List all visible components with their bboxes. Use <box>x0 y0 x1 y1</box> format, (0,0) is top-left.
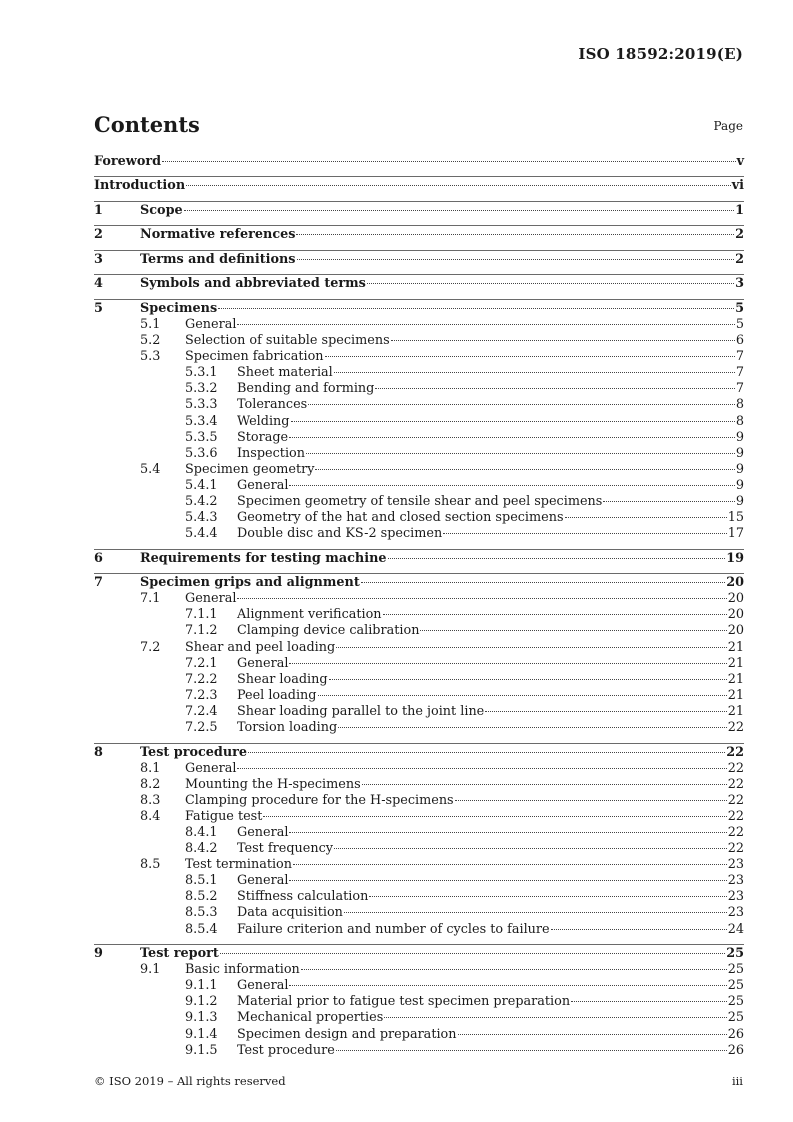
toc-dot-leader <box>362 784 727 785</box>
toc-dot-leader <box>237 324 734 325</box>
toc-entry-page: 25 <box>727 1010 744 1026</box>
toc-entry-page: 8 <box>735 413 744 429</box>
toc-entry[interactable] <box>94 1010 744 1026</box>
toc-entry-number: 3 <box>94 251 103 267</box>
toc-dot-leader <box>458 1034 727 1035</box>
toc-entry[interactable] <box>94 777 744 793</box>
toc-dot-leader <box>603 501 735 502</box>
toc-entry-title: Requirements for testing machine <box>140 550 387 566</box>
toc-entry[interactable] <box>94 873 744 889</box>
toc-entry-page: 21 <box>727 703 744 719</box>
toc-entry-page: 26 <box>727 1042 744 1058</box>
toc-entry-number: 2 <box>94 227 103 243</box>
toc-entry-title: Symbols and abbreviated terms <box>140 276 366 292</box>
toc-entry-page: 9 <box>735 461 744 477</box>
toc-entry-title: Test report <box>140 946 219 962</box>
toc-entry-page: 17 <box>727 526 744 542</box>
toc-entry[interactable] <box>94 349 744 365</box>
toc-entry-title: Shear and peel loading <box>185 639 336 655</box>
toc-entry-title: General <box>237 978 289 994</box>
toc-entry-number: 8 <box>94 744 103 760</box>
toc-entry[interactable] <box>94 720 744 736</box>
toc-entry-page: 22 <box>727 776 744 792</box>
toc-entry-number: 8.4 <box>140 808 161 824</box>
toc-entry-page: vi <box>731 178 744 194</box>
toc-entry[interactable] <box>94 607 744 623</box>
toc-entry-number: 5.3.1 <box>185 365 218 381</box>
toc-entry-title: Test procedure <box>237 1042 335 1058</box>
toc-entry-page: 20 <box>726 575 744 591</box>
toc-entry-title: Fatigue test <box>185 808 263 824</box>
toc-dot-leader <box>291 421 735 422</box>
toc-dot-leader <box>306 453 735 454</box>
toc-entry-number: 4 <box>94 276 103 292</box>
toc-dot-leader <box>384 1017 726 1018</box>
footer-copyright: © ISO 2019 – All rights reserved <box>94 1074 286 1088</box>
toc-dot-leader <box>184 210 734 211</box>
toc-entry-title: Normative references <box>140 227 296 243</box>
toc-entry-title: Specimen geometry <box>185 461 315 477</box>
toc-dot-leader <box>318 695 727 696</box>
toc-entry-title: Torsion loading <box>237 720 338 736</box>
toc-dot-leader <box>220 953 725 954</box>
toc-entry-number: 9.1.5 <box>185 1042 218 1058</box>
toc-entry-title: Double disc and KS-2 specimen <box>237 526 443 542</box>
toc-dot-leader <box>263 816 726 817</box>
toc-entry-page: 21 <box>727 655 744 671</box>
toc-entry-page: 22 <box>727 808 744 824</box>
toc-entry-number: 5.4.1 <box>185 477 218 493</box>
toc-entry-title: Failure criterion and number of cycles to failure <box>237 921 550 937</box>
toc-entry-page: 15 <box>727 510 744 526</box>
toc-entry[interactable] <box>94 478 744 494</box>
toc-entry-number: 9.1 <box>140 962 161 978</box>
toc-entry-page: 19 <box>726 550 744 566</box>
toc-dot-leader <box>301 969 727 970</box>
toc-entry[interactable] <box>94 333 744 349</box>
toc-entry-title: Data acquisition <box>237 905 343 921</box>
toc-entry-title: Terms and definitions <box>140 251 296 267</box>
toc-entry[interactable] <box>94 672 744 688</box>
toc-entry[interactable] <box>94 225 744 243</box>
toc-entry[interactable] <box>94 905 744 921</box>
toc-entry[interactable] <box>94 250 744 268</box>
toc-entry-number: 8.2 <box>140 776 161 792</box>
toc-entry-title: Welding <box>237 413 290 429</box>
toc-entry-number: 7.2.2 <box>185 671 218 687</box>
toc-entry-title: General <box>237 655 289 671</box>
toc-entry-page: 21 <box>727 639 744 655</box>
toc-entry-number: 7.1.1 <box>185 607 218 623</box>
toc-dot-leader <box>388 558 726 559</box>
toc-dot-leader <box>296 234 734 235</box>
toc-entry-page: 7 <box>735 381 744 397</box>
toc-entry-title: General <box>185 317 237 332</box>
toc-entry-number: 7.2.5 <box>185 720 218 736</box>
toc-entry-page: 23 <box>727 905 744 921</box>
toc-entry-number: 5.4.4 <box>185 526 218 542</box>
toc-dot-leader <box>315 469 734 470</box>
toc-dot-leader <box>325 356 735 357</box>
toc-entry[interactable] <box>94 944 744 962</box>
table-of-contents <box>94 154 744 1059</box>
toc-entry-title: Selection of suitable specimens <box>185 333 390 349</box>
toc-entry-page: 9 <box>735 445 744 461</box>
toc-entry-title: General <box>237 873 289 889</box>
toc-entry[interactable] <box>94 446 744 462</box>
toc-dot-leader <box>289 985 726 986</box>
toc-entry-title: Clamping device calibration <box>237 623 420 639</box>
toc-entry-number: 8.5.2 <box>185 889 218 905</box>
toc-dot-leader <box>329 679 727 680</box>
toc-dot-leader <box>336 647 727 648</box>
toc-entry-number: 5.4 <box>140 461 161 477</box>
toc-entry[interactable] <box>94 176 744 194</box>
toc-entry-title: Specimens <box>140 300 218 316</box>
toc-dot-leader <box>375 388 734 389</box>
toc-dot-leader <box>162 161 736 162</box>
toc-entry-page: 21 <box>727 687 744 703</box>
toc-entry-number: 8.5.3 <box>185 905 218 921</box>
toc-dot-leader <box>237 598 726 599</box>
toc-dot-leader <box>297 259 735 260</box>
toc-entry-title: Basic information <box>185 962 300 978</box>
toc-entry[interactable] <box>94 793 744 809</box>
toc-entry-number: 7 <box>94 575 103 591</box>
toc-entry-title: Shear loading parallel to the joint line <box>237 703 485 719</box>
toc-entry[interactable] <box>94 825 744 841</box>
toc-entry-title: Inspection <box>237 445 305 461</box>
toc-entry-page: 20 <box>727 623 744 639</box>
toc-entry-page: 8 <box>735 397 744 413</box>
toc-entry[interactable] <box>94 526 744 542</box>
toc-entry-title: Test procedure <box>140 744 248 760</box>
page-column-label: Page <box>713 119 743 133</box>
header-document-id: ISO 18592:2019(E) <box>578 45 743 63</box>
toc-entry[interactable] <box>94 430 744 446</box>
toc-dot-leader <box>237 768 726 769</box>
toc-entry-title: General <box>237 477 289 493</box>
toc-entry-page: 6 <box>735 333 744 349</box>
toc-entry[interactable] <box>94 688 744 704</box>
toc-entry-number: 9.1.3 <box>185 1010 218 1026</box>
toc-entry[interactable] <box>94 743 744 761</box>
toc-entry-number: 8.5.1 <box>185 873 218 889</box>
toc-entry-page: 22 <box>727 792 744 808</box>
toc-entry[interactable] <box>94 591 744 607</box>
toc-entry-page: 3 <box>735 276 744 292</box>
toc-entry-number: 5.4.3 <box>185 510 218 526</box>
toc-dot-leader <box>551 929 727 930</box>
toc-dot-leader <box>334 372 735 373</box>
toc-entry[interactable] <box>94 1043 744 1059</box>
toc-entry-title: Material prior to fatigue test specimen preparation <box>237 994 571 1010</box>
toc-entry[interactable] <box>94 573 744 591</box>
toc-entry-title: Sheet material <box>237 365 333 381</box>
toc-entry-title: Test frequency <box>237 841 333 857</box>
toc-dot-leader <box>289 832 726 833</box>
toc-dot-leader <box>248 752 725 753</box>
toc-entry-title: Shear loading <box>237 671 328 687</box>
toc-dot-leader <box>336 1050 727 1051</box>
toc-entry-number: 6 <box>94 550 103 566</box>
toc-entry-number: 9.1.2 <box>185 994 218 1010</box>
toc-entry[interactable] <box>94 381 744 397</box>
toc-entry-page: 25 <box>727 994 744 1010</box>
toc-entry[interactable] <box>94 414 744 430</box>
toc-entry-title: Peel loading <box>237 687 317 703</box>
toc-entry-page: 25 <box>727 978 744 994</box>
toc-entry-number: 8.4.2 <box>185 841 218 857</box>
toc-entry-page: 1 <box>735 202 744 218</box>
toc-entry-number: 7.2.4 <box>185 703 218 719</box>
toc-entry[interactable] <box>94 299 744 317</box>
toc-entry-title: Foreword <box>94 154 162 169</box>
toc-dot-leader <box>361 582 725 583</box>
toc-entry-page: v <box>736 154 744 169</box>
toc-entry[interactable] <box>94 704 744 720</box>
toc-entry-page: 22 <box>727 720 744 736</box>
toc-entry-title: Tolerances <box>237 397 308 413</box>
toc-entry-title: Specimen geometry of tensile shear and peel specimens <box>237 494 603 510</box>
toc-entry[interactable] <box>94 857 744 873</box>
toc-entry-page: 23 <box>727 857 744 873</box>
toc-entry[interactable] <box>94 889 744 905</box>
toc-entry[interactable] <box>94 656 744 672</box>
toc-entry-title: Stiffness calculation <box>237 889 369 905</box>
toc-entry-page: 23 <box>727 889 744 905</box>
toc-dot-leader <box>338 727 727 728</box>
toc-dot-leader <box>420 630 726 631</box>
toc-dot-leader <box>289 880 726 881</box>
toc-dot-leader <box>186 185 731 186</box>
toc-entry-title: Mechanical properties <box>237 1010 384 1026</box>
toc-dot-leader <box>565 517 727 518</box>
toc-entry[interactable] <box>94 761 744 777</box>
toc-entry[interactable] <box>94 841 744 857</box>
toc-entry-number: 8.1 <box>140 760 161 776</box>
toc-entry-page: 23 <box>727 873 744 889</box>
toc-entry-page: 22 <box>727 760 744 776</box>
toc-entry-title: Clamping procedure for the H-specimens <box>185 792 454 808</box>
toc-entry-page: 22 <box>727 824 744 840</box>
toc-dot-leader <box>289 485 734 486</box>
toc-entry-number: 5.3.5 <box>185 429 218 445</box>
toc-dot-leader <box>369 896 726 897</box>
toc-dot-leader <box>485 711 726 712</box>
toc-entry-number: 9.1.1 <box>185 978 218 994</box>
toc-entry-page: 26 <box>727 1026 744 1042</box>
toc-entry-page: 20 <box>727 607 744 623</box>
toc-entry-page: 20 <box>727 591 744 607</box>
toc-dot-leader <box>344 912 727 913</box>
toc-entry[interactable] <box>94 201 744 219</box>
toc-entry[interactable] <box>94 494 744 510</box>
toc-entry-number: 5.3.4 <box>185 413 218 429</box>
toc-entry-page: 24 <box>727 921 744 937</box>
toc-entry-title: Scope <box>140 202 183 218</box>
toc-dot-leader <box>289 437 735 438</box>
toc-entry-number: 1 <box>94 202 103 218</box>
toc-dot-leader <box>289 663 726 664</box>
toc-entry-page: 7 <box>735 365 744 381</box>
toc-dot-leader <box>455 800 727 801</box>
toc-entry[interactable] <box>94 994 744 1010</box>
toc-entry-number: 5.4.2 <box>185 494 218 510</box>
toc-entry[interactable] <box>94 274 744 292</box>
toc-entry-title: Specimen grips and alignment <box>140 575 360 591</box>
toc-entry-number: 7.2.3 <box>185 687 218 703</box>
toc-entry-number: 8.5.4 <box>185 921 218 937</box>
toc-entry-title: Storage <box>237 429 289 445</box>
toc-entry-title: General <box>185 591 237 607</box>
toc-dot-leader <box>218 308 734 309</box>
toc-entry-title: Mounting the H-specimens <box>185 776 361 792</box>
toc-entry-title: Test termination <box>185 857 293 873</box>
toc-entry[interactable] <box>94 922 744 938</box>
toc-entry[interactable] <box>94 549 744 567</box>
toc-dot-leader <box>571 1001 727 1002</box>
toc-entry-page: 7 <box>735 349 744 365</box>
toc-entry-page: 5 <box>735 300 744 316</box>
toc-entry-number: 8.3 <box>140 792 161 808</box>
toc-entry-title: Specimen design and preparation <box>237 1026 457 1042</box>
toc-entry[interactable] <box>94 317 744 333</box>
toc-entry-number: 5 <box>94 300 103 316</box>
toc-dot-leader <box>334 848 727 849</box>
toc-dot-leader <box>383 614 727 615</box>
toc-entry[interactable] <box>94 154 744 170</box>
toc-entry-number: 9.1.4 <box>185 1026 218 1042</box>
toc-entry-title: Bending and forming <box>237 381 375 397</box>
toc-entry-title: Specimen fabrication <box>185 349 324 365</box>
toc-entry[interactable] <box>94 978 744 994</box>
toc-dot-leader <box>367 283 734 284</box>
toc-entry-title: General <box>237 824 289 840</box>
toc-dot-leader <box>308 404 735 405</box>
toc-entry-number: 9 <box>94 946 103 962</box>
toc-entry[interactable] <box>94 1027 744 1043</box>
page-title: Contents <box>94 112 200 137</box>
toc-entry-title: Alignment verification <box>237 607 382 623</box>
footer-page-number: iii <box>731 1074 743 1088</box>
toc-entry-number: 5.1 <box>140 317 161 332</box>
toc-entry-page: 9 <box>735 429 744 445</box>
toc-entry-number: 7.2.1 <box>185 655 218 671</box>
toc-entry-number: 8.5 <box>140 857 161 873</box>
toc-entry-number: 5.3.6 <box>185 445 218 461</box>
toc-entry-number: 5.2 <box>140 333 161 349</box>
toc-entry-title: Introduction <box>94 178 186 194</box>
toc-dot-leader <box>293 864 727 865</box>
toc-dot-leader <box>443 533 726 534</box>
toc-entry[interactable] <box>94 809 744 825</box>
toc-entry[interactable] <box>94 962 744 978</box>
toc-entry-page: 2 <box>735 251 744 267</box>
toc-entry[interactable] <box>94 365 744 381</box>
toc-entry-title: Geometry of the hat and closed section specimens <box>237 510 564 526</box>
toc-entry-page: 9 <box>735 477 744 493</box>
toc-entry-page: 22 <box>726 744 744 760</box>
toc-entry-page: 9 <box>735 494 744 510</box>
toc-entry[interactable] <box>94 510 744 526</box>
toc-entry-number: 5.3 <box>140 349 161 365</box>
toc-entry-page: 22 <box>727 841 744 857</box>
toc-entry-page: 5 <box>735 317 744 332</box>
toc-entry-number: 5.3.2 <box>185 381 218 397</box>
toc-dot-leader <box>391 340 735 341</box>
toc-entry-page: 25 <box>727 962 744 978</box>
toc-entry[interactable] <box>94 462 744 478</box>
toc-entry-number: 8.4.1 <box>185 824 218 840</box>
toc-entry-page: 2 <box>735 227 744 243</box>
toc-entry-title: General <box>185 760 237 776</box>
toc-entry-number: 7.1 <box>140 591 161 607</box>
toc-entry-number: 7.2 <box>140 639 161 655</box>
toc-entry-page: 21 <box>727 671 744 687</box>
toc-entry[interactable] <box>94 397 744 413</box>
toc-entry[interactable] <box>94 623 744 639</box>
toc-entry[interactable] <box>94 640 744 656</box>
toc-entry-number: 5.3.3 <box>185 397 218 413</box>
toc-entry-number: 7.1.2 <box>185 623 218 639</box>
toc-entry-page: 25 <box>726 946 744 962</box>
